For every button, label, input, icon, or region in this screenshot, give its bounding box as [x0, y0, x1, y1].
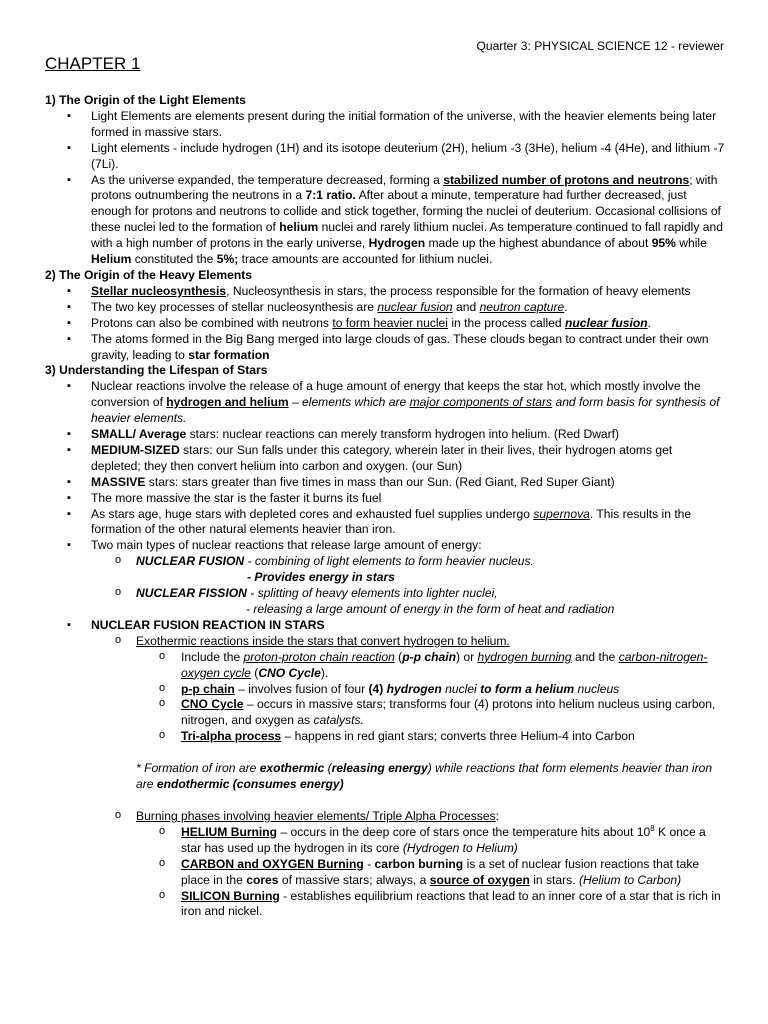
list-item: ▪ The two key processes of stellar nucleosynthesis are nuclear fusion and neutron capture.	[45, 300, 725, 316]
list-item: ▪ Protons can also be combined with neutrons to form heavier nuclei in the process called nuclear fusion.	[45, 316, 725, 332]
list-item: ▪ NUCLEAR FUSION REACTION IN STARS	[45, 618, 725, 634]
list-item: ▪ Two main types of nuclear reactions that release large amount of energy:	[45, 538, 725, 554]
sub-list-continuation: - releasing a large amount of energy in the form of heat and radiation	[246, 602, 615, 616]
list-item: ▪ MASSIVE stars: stars greater than five times in mass than our Sun. (Red Giant, Red Super Giant)	[45, 475, 725, 491]
list-item: ▪ As stars age, huge stars with depleted cores and exhausted fuel supplies undergo supernova. This results in the formation of the other natural elements heavier than iron.	[45, 507, 725, 539]
page-header: Quarter 3: PHYSICAL SCIENCE 12 - reviewer	[476, 39, 724, 53]
list-item: ▪ The atoms formed in the Big Bang merged into large clouds of gas. These clouds began to contract under their own gravity, leading to star formation	[45, 332, 725, 364]
chapter-title: CHAPTER 1	[45, 54, 141, 73]
sub-list-item: o Burning phases involving heavier elements/ Triple Alpha Processes:	[45, 809, 725, 825]
section-1-title: 1) The Origin of the Light Elements	[45, 93, 246, 107]
list-item: ▪ Light elements - include hydrogen (1H) and its isotope deuterium (2H), helium -3 (3He), helium -4 (4He), and lithium -7 (7Li).	[45, 141, 725, 173]
sub-sub-list-item: o Include the proton-proton chain reaction (p-p chain) or hydrogen burning and the carbon-nitrogen-oxygen cycle (CNO Cycle).	[45, 650, 725, 682]
section-3-title: 3) Understanding the Lifespan of Stars	[45, 363, 268, 378]
note: * Formation of iron are exothermic (releasing energy) while reactions that form elements heavier than iron are endothermic (consumes energy)	[136, 761, 713, 792]
sub-sub-list-item: o p-p chain – involves fusion of four (4) hydrogen nuclei to form a helium nucleus	[45, 682, 725, 698]
list-item: ▪ Nuclear reactions involve the release of a huge amount of energy that keeps the star hot, which mostly involve the conversion of hydrogen and helium – elements which are major components of stars and form basis for synthesis of heavier elements.	[45, 379, 725, 427]
sub-sub-list-item: o SILICON Burning - establishes equilibrium reactions that lead to an inner core of a star that is rich in iron and nickel.	[45, 889, 725, 921]
sub-sub-list-item: o Tri-alpha process – happens in red giant stars; converts three Helium-4 into Carbon	[45, 729, 725, 745]
sub-list-item: o NUCLEAR FUSION - combining of light elements to form heavier nucleus.	[45, 554, 725, 570]
sub-sub-list-item: o HELIUM Burning – occurs in the deep core of stars once the temperature hits about $10^8$ K once a star has used up the hydrogen in its core (Hydrogen to Helium)	[45, 825, 725, 857]
list-item: ▪ Stellar nucleosynthesis, Nucleosynthesis in stars, the process responsible for the formation of heavy elements	[45, 284, 725, 300]
sub-list-item: o NUCLEAR FISSION - splitting of heavy elements into lighter nuclei,	[45, 586, 725, 602]
list-item: ▪ As the universe expanded, the temperature decreased, forming a stabilized number of protons and neutrons; with protons outnumbering the neutrons in a 7:1 ratio. After about a minute, temperature had further decreased, just enough for protons and neutrons to collide and stick together, forming the nuclei of deuterium. Occasional collisions of these nuclei led to the formation of helium nuclei and rarely lithium nuclei. As temperature continued to fall rapidly and with a high number of protons in the early universe, Hydrogen made up the highest abundance of about 95% while Helium constituted the 5%; trace amounts are accounted for lithium nuclei.	[45, 173, 725, 268]
list-item: ▪ SMALL/ Average stars: nuclear reactions can merely transform hydrogen into helium. (Red Dwarf)	[45, 427, 725, 443]
sub-sub-list-item: o CARBON and OXYGEN Burning - carbon burning is a set of nuclear fusion reactions that take place in the cores of massive stars; always, a source of oxygen in stars. (Helium to Carbon)	[45, 857, 725, 889]
section-2-title: 2) The Origin of the Heavy Elements	[45, 267, 252, 282]
list-item: ▪ Light Elements are elements present during the initial formation of the universe, with the heavier elements being later formed in massive stars.	[45, 109, 725, 141]
sub-list-item: o Exothermic reactions inside the stars that convert hydrogen to helium.	[45, 634, 725, 650]
document-body	[45, 93, 725, 920]
sub-list-continuation: - Provides energy in stars	[247, 570, 395, 585]
sub-sub-list-item: o CNO Cycle – occurs in massive stars; transforms four (4) protons into helium nucleus using carbon, nitrogen, and oxygen as catalysts.	[45, 697, 725, 729]
list-item: ▪ MEDIUM-SIZED stars: our Sun falls under this category, wherein later in their lives, their hydrogen atoms get depleted; they then convert helium into carbon and oxygen. (our Sun)	[45, 443, 725, 475]
list-item: ▪ The more massive the star is the faster it burns its fuel	[45, 491, 725, 507]
